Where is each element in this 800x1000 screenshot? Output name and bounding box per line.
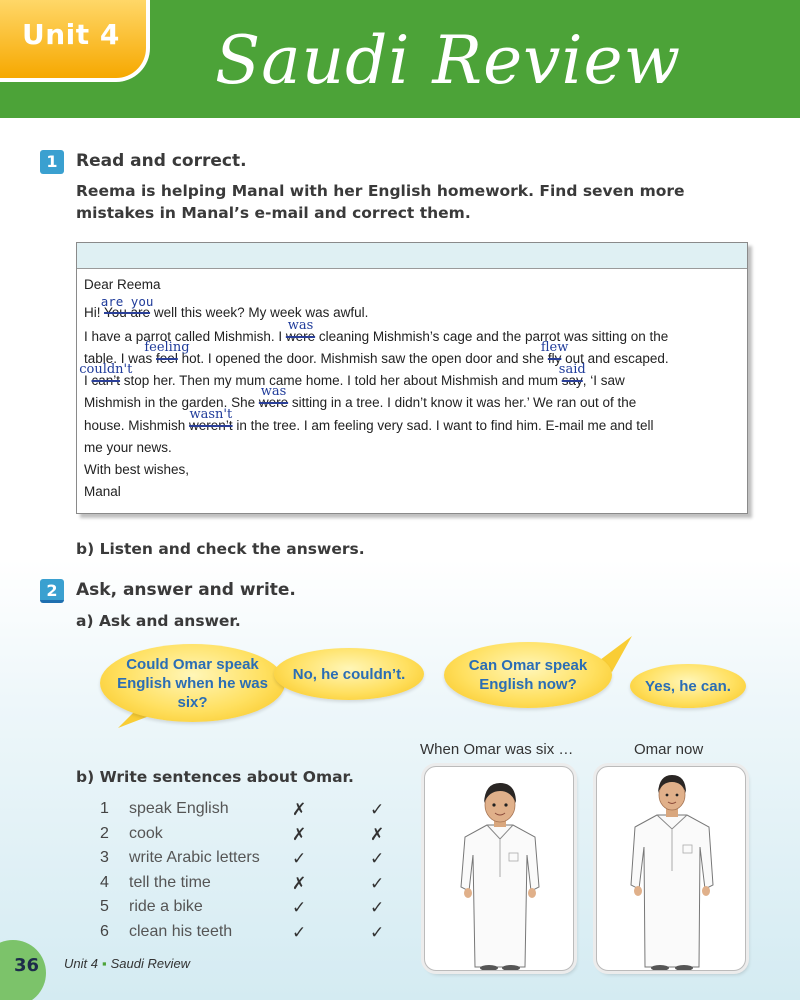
email-signature: Manal bbox=[84, 484, 121, 499]
speech-bubble-answer-1: No, he couldn’t. bbox=[274, 648, 424, 700]
mistake: fly flew bbox=[540, 340, 569, 366]
footer-separator-icon: ▪ bbox=[101, 956, 107, 971]
mistake: say said bbox=[558, 362, 586, 388]
email-line-7: me your news. bbox=[84, 440, 172, 455]
page-number: 36 bbox=[14, 955, 40, 976]
now-mark: ✓ bbox=[370, 800, 385, 820]
correction: couldn't bbox=[79, 362, 133, 377]
section-1-instruction: Reema is helping Manal with her English homework. Find seven more mistakes in Manal’s e-mail and correct them. bbox=[76, 182, 685, 222]
section-1-badge: 1 bbox=[40, 150, 64, 174]
email-line-4: I can’t couldn't stop her. Then my mum came home. I told her about Mishmish and mum say said , ‘I saw bbox=[79, 362, 625, 388]
caption-then: When Omar was six … bbox=[420, 741, 574, 758]
now-mark: ✓ bbox=[370, 849, 385, 869]
list-item: 4 tell the time ✗ ✓ bbox=[100, 874, 385, 894]
then-mark: ✓ bbox=[292, 923, 307, 943]
correction: are you bbox=[100, 294, 154, 309]
now-mark: ✓ bbox=[370, 898, 385, 918]
omar-six-picture bbox=[424, 766, 574, 971]
email-line-3: table. I was feel feeling hot. I opened the door. Mishmish saw the open door and she fly flew out and escaped. bbox=[84, 340, 669, 366]
speech-bubble-answer-2: Yes, he can. bbox=[630, 664, 746, 708]
then-mark: ✗ bbox=[292, 874, 307, 894]
now-mark: ✓ bbox=[370, 874, 385, 894]
boy-figure-illustration bbox=[425, 767, 574, 971]
list-item: 5 ride a bike ✓ ✓ bbox=[100, 898, 385, 918]
mistake: were was bbox=[258, 384, 289, 410]
email-line-2: I have a parrot called Mishmish. I were was cleaning Mishmish’s cage and the parrot was sitting on the bbox=[84, 318, 669, 344]
list-item: 6 clean his teeth ✓ ✓ bbox=[100, 923, 385, 943]
omar-abilities-list bbox=[100, 800, 400, 950]
then-mark: ✗ bbox=[292, 800, 307, 820]
list-item: 2 cook ✗ ✗ bbox=[100, 825, 385, 845]
section-2-title: Ask, answer and write. bbox=[76, 580, 296, 600]
section-1-part-b: b) Listen and check the answers. bbox=[76, 540, 365, 558]
boy-figure-illustration bbox=[597, 767, 746, 971]
footer-running-title: Unit 4 ▪ Saudi Review bbox=[64, 956, 191, 971]
speech-bubble-question-1: Could Omar speak English when he was six? bbox=[100, 644, 285, 722]
correction: was bbox=[260, 384, 287, 399]
email-line-6: house. Mishmish weren’t wasn't in the tree. I am feeling very sad. I want to find him. E-mail me and tell bbox=[84, 407, 654, 433]
correction: said bbox=[558, 362, 586, 377]
email-line-5: Mishmish in the garden. She were was sitting in a tree. I didn’t know it was her.’ We ran out of the bbox=[84, 384, 637, 410]
then-mark: ✗ bbox=[292, 825, 307, 845]
email-greeting: Dear Reema bbox=[84, 277, 161, 292]
list-item: 3 write Arabic letters ✓ ✓ bbox=[100, 849, 385, 869]
unit-label: Unit 4 bbox=[22, 18, 120, 51]
correction: wasn't bbox=[189, 407, 233, 422]
page-title: Saudi Review bbox=[215, 22, 682, 99]
mistake: You are are you bbox=[100, 294, 154, 320]
mistake: weren’t wasn't bbox=[189, 407, 233, 433]
section-2-part-b: b) Write sentences about Omar. bbox=[76, 768, 354, 786]
email-box bbox=[76, 242, 748, 514]
section-1-title: Read and correct. bbox=[76, 151, 247, 171]
email-header-bar bbox=[77, 243, 747, 269]
now-mark: ✓ bbox=[370, 923, 385, 943]
section-2-part-a: a) Ask and answer. bbox=[76, 612, 241, 630]
correction: was bbox=[287, 318, 314, 333]
mistake: feel feeling bbox=[144, 340, 190, 366]
email-closing: With best wishes, bbox=[84, 462, 190, 477]
section-2-badge: 2 bbox=[40, 579, 64, 603]
email-line-1: Hi! You are are you well this week? My week was awful. bbox=[84, 294, 369, 320]
now-mark: ✗ bbox=[370, 825, 385, 845]
speech-bubble-question-2: Can Omar speak English now? bbox=[444, 642, 612, 708]
correction: flew bbox=[540, 340, 569, 355]
caption-now: Omar now bbox=[634, 741, 704, 758]
mistake: can’t couldn't bbox=[79, 362, 133, 388]
mistake: were was bbox=[285, 318, 316, 344]
omar-now-picture bbox=[596, 766, 746, 971]
correction: feeling bbox=[144, 340, 190, 355]
list-item: 1 speak English ✗ ✓ bbox=[100, 800, 385, 820]
then-mark: ✓ bbox=[292, 849, 307, 869]
then-mark: ✓ bbox=[292, 898, 307, 918]
